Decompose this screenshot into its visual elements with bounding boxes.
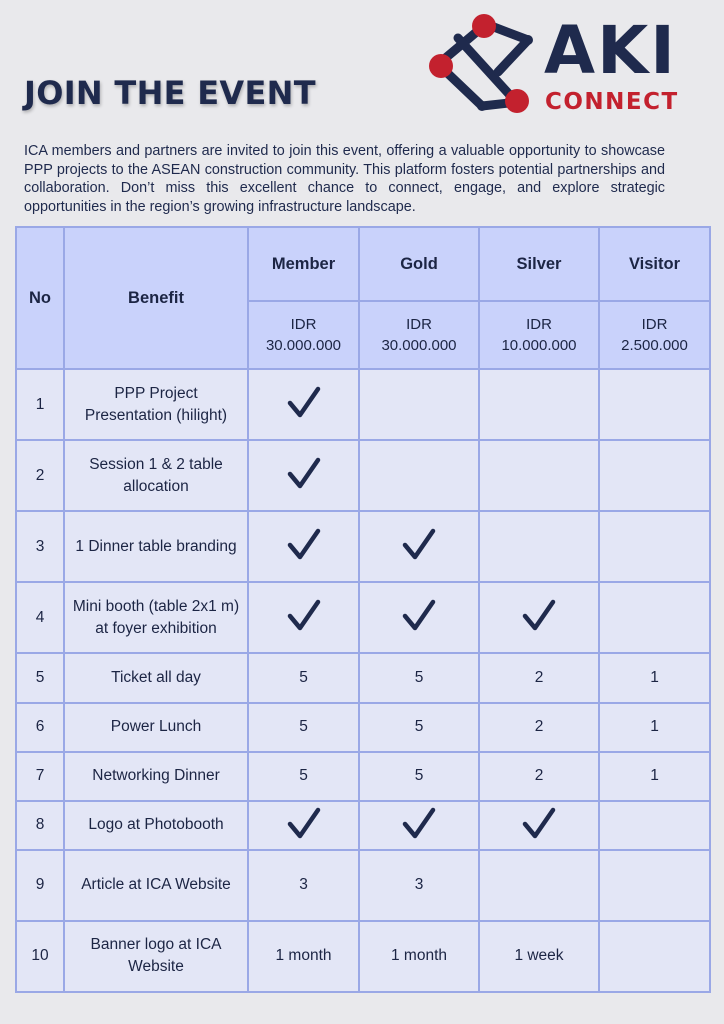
table-row (16, 703, 710, 752)
benefits-table (15, 226, 711, 993)
price-currency: IDR (526, 316, 552, 333)
table-row (16, 511, 710, 582)
row-benefit: Power Lunch (64, 703, 248, 752)
intro-paragraph: ICA members and partners are invited to join this event, offering a valuable opportunity to showcase PPP projects to the ASEAN construction community. This platform fosters potential partnerships and collaboration. Don’t miss this excellent chance to connect, engage, and explore strategic opportunities in the region’s growing infrastructure landscape. (24, 143, 665, 215)
cell-member (248, 511, 359, 582)
checkmark-icon (522, 598, 556, 632)
row-benefit: Logo at Photobooth (64, 801, 248, 850)
cell-member (248, 703, 359, 752)
cell-value: 3 (299, 876, 308, 894)
row-number: 4 (16, 582, 64, 653)
row-benefit: Session 1 & 2 table allocation (64, 440, 248, 511)
tier-silver-name: Silver (479, 227, 599, 301)
aki-connect-logo (428, 12, 688, 122)
table-row (16, 752, 710, 801)
checkmark-icon (522, 806, 556, 840)
cell-value: 5 (414, 767, 424, 785)
tier-visitor-price (599, 301, 710, 369)
checkmark-icon (287, 527, 321, 561)
logo-text-aki: AKI (544, 12, 677, 89)
checkmark-icon (402, 527, 436, 561)
cell-value: 1 (650, 718, 659, 736)
cell-silver (479, 703, 599, 752)
cell-visitor (599, 703, 710, 752)
cell-visitor (599, 369, 710, 440)
cell-silver (479, 369, 599, 440)
cell-value: 1 month (275, 947, 332, 965)
cell-member (248, 369, 359, 440)
cell-visitor (599, 850, 710, 921)
cell-value: 1 month (390, 947, 447, 965)
cell-member (248, 440, 359, 511)
row-number: 10 (16, 921, 64, 992)
table-row (16, 582, 710, 653)
header-no: No (16, 227, 64, 369)
cell-value: 3 (414, 876, 424, 894)
header-benefit: Benefit (64, 227, 248, 369)
cell-visitor (599, 653, 710, 702)
cell-value: 5 (299, 767, 308, 785)
cell-member (248, 653, 359, 702)
cell-member (248, 582, 359, 653)
tier-gold-price (359, 301, 479, 369)
tier-member-price (248, 301, 359, 369)
row-benefit: Article at ICA Website (64, 850, 248, 921)
tier-gold-name: Gold (359, 227, 479, 301)
row-number: 6 (16, 703, 64, 752)
table-row (16, 921, 710, 992)
cell-member (248, 921, 359, 992)
cell-silver (479, 801, 599, 850)
cell-gold (359, 752, 479, 801)
row-benefit: PPP Project Presentation (hilight) (64, 369, 248, 440)
cell-silver (479, 440, 599, 511)
cell-gold (359, 850, 479, 921)
cell-visitor (599, 440, 710, 511)
cell-visitor (599, 511, 710, 582)
table-row (16, 369, 710, 440)
cell-value: 1 week (514, 947, 564, 965)
cell-gold (359, 582, 479, 653)
tier-visitor-name: Visitor (599, 227, 710, 301)
cell-visitor (599, 752, 710, 801)
cell-gold (359, 369, 479, 440)
cell-gold (359, 653, 479, 702)
cell-visitor (599, 582, 710, 653)
cell-value: 5 (414, 718, 424, 736)
page-title: JOIN THE EVENT (24, 74, 316, 112)
price-currency: IDR (406, 316, 432, 333)
cell-silver (479, 511, 599, 582)
row-number: 9 (16, 850, 64, 921)
row-benefit: Banner logo at ICA Website (64, 921, 248, 992)
logo-text-connect: CONNECT (545, 89, 679, 115)
cell-gold (359, 440, 479, 511)
cell-member (248, 752, 359, 801)
table-row (16, 653, 710, 702)
cell-value: 2 (534, 767, 544, 785)
cell-value: 5 (414, 668, 424, 686)
tier-silver-price (479, 301, 599, 369)
cell-gold (359, 801, 479, 850)
row-number: 7 (16, 752, 64, 801)
checkmark-icon (287, 385, 321, 419)
price-currency: IDR (641, 316, 668, 333)
cell-value: 2 (534, 718, 544, 736)
cell-gold (359, 703, 479, 752)
checkmark-icon (402, 598, 436, 632)
cell-member (248, 801, 359, 850)
cell-value: 2 (534, 668, 544, 686)
cell-gold (359, 921, 479, 992)
price-amount: 10.000.000 (501, 337, 577, 354)
table-row (16, 801, 710, 850)
checkmark-icon (402, 806, 436, 840)
logo-mark-icon (428, 12, 538, 122)
cell-silver (479, 582, 599, 653)
table-row (16, 440, 710, 511)
cell-silver (479, 921, 599, 992)
cell-visitor (599, 921, 710, 992)
cell-value: 5 (299, 718, 308, 736)
row-number: 1 (16, 369, 64, 440)
price-currency: IDR (290, 316, 317, 333)
checkmark-icon (287, 598, 321, 632)
cell-silver (479, 653, 599, 702)
row-number: 3 (16, 511, 64, 582)
cell-value: 1 (650, 668, 659, 686)
cell-member (248, 850, 359, 921)
cell-gold (359, 511, 479, 582)
row-benefit: 1 Dinner table branding (64, 511, 248, 582)
cell-value: 1 (650, 767, 659, 785)
cell-silver (479, 850, 599, 921)
table-row (16, 850, 710, 921)
checkmark-icon (287, 806, 321, 840)
cell-value: 5 (299, 668, 308, 686)
price-amount: 30.000.000 (265, 337, 342, 354)
row-benefit: Networking Dinner (64, 752, 248, 801)
price-amount: 2.500.000 (621, 337, 688, 354)
tier-member-name: Member (248, 227, 359, 301)
row-number: 8 (16, 801, 64, 850)
row-benefit: Mini booth (table 2x1 m) at foyer exhibition (64, 582, 248, 653)
row-number: 2 (16, 440, 64, 511)
checkmark-icon (287, 456, 321, 490)
cell-visitor (599, 801, 710, 850)
row-benefit: Ticket all day (64, 653, 248, 702)
price-amount: 30.000.000 (381, 337, 457, 354)
row-number: 5 (16, 653, 64, 702)
cell-silver (479, 752, 599, 801)
